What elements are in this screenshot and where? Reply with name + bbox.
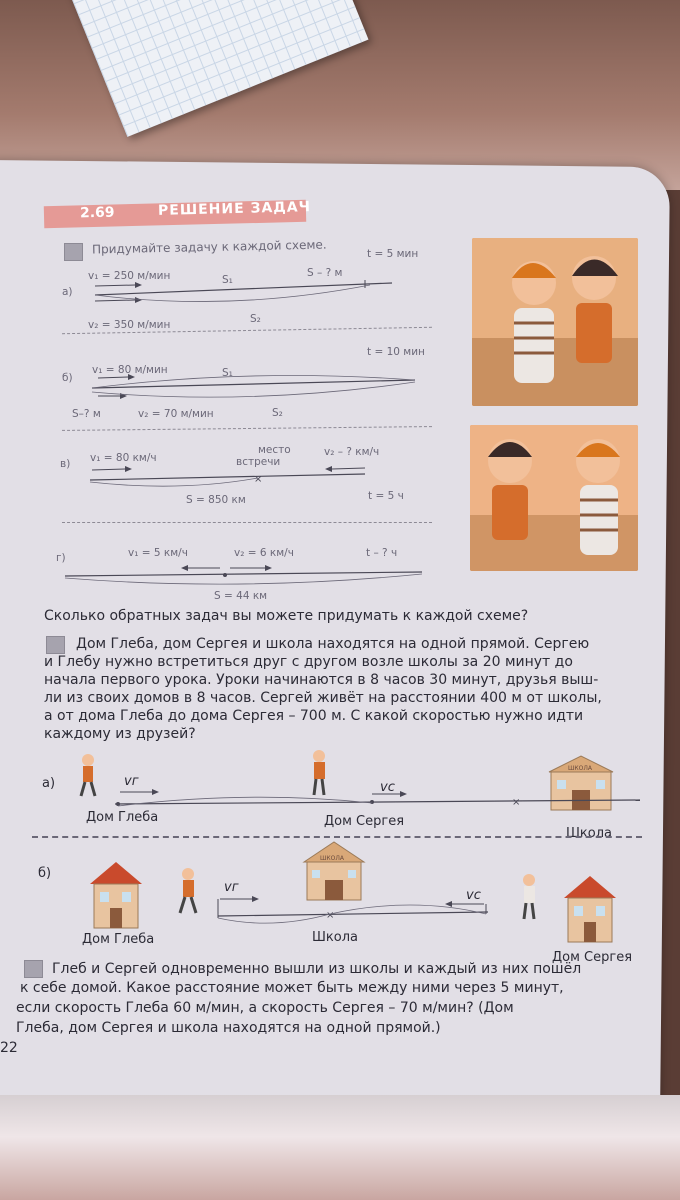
section-number: 2.69 bbox=[79, 204, 115, 222]
scheme2-a-school: Школа bbox=[566, 826, 612, 841]
scheme-b-s1: S₁ bbox=[222, 367, 233, 379]
scheme-b-s2: S₂ bbox=[272, 407, 283, 419]
scheme-a-s1: S₁ bbox=[222, 274, 233, 286]
girls-greeting-picture bbox=[472, 238, 638, 406]
scheme2-b-home-gleb: Дом Глеба bbox=[82, 932, 155, 947]
divider bbox=[32, 836, 642, 838]
scheme-b-t: t = 10 мин bbox=[367, 346, 425, 358]
scheme2-a-home-gleb: Дом Глеба bbox=[86, 810, 159, 825]
scheme-v-v1: v₁ = 80 км/ч bbox=[90, 452, 157, 464]
task2-line: каждому из друзей? bbox=[44, 726, 196, 742]
task2-line: и Глебу нужно встретиться друг с другом возле школы за 20 минут до bbox=[44, 654, 573, 670]
task-number-box bbox=[64, 243, 83, 261]
scheme2-b-home-sergey: Дом Сергея bbox=[552, 950, 633, 965]
scheme-g-t: t – ? ч bbox=[366, 547, 398, 559]
school-sign: ШКОЛА bbox=[320, 855, 345, 862]
scheme-v-t: t = 5 ч bbox=[368, 490, 404, 502]
scheme-a-v1: v₁ = 250 м/мин bbox=[88, 270, 171, 282]
scheme-v-letter: в) bbox=[60, 458, 71, 470]
sergey-house-icon bbox=[562, 874, 618, 944]
scheme2-a-letter: а) bbox=[42, 776, 56, 791]
svg-text:×: × bbox=[512, 797, 521, 808]
scheme-b-s: S–? м bbox=[72, 408, 101, 420]
scheme-v-s: S = 850 км bbox=[186, 494, 246, 506]
scheme-g-diagram bbox=[60, 558, 430, 592]
svg-text:×: × bbox=[254, 474, 263, 485]
scheme-v-meet: место bbox=[258, 444, 291, 456]
scheme-v-diagram bbox=[80, 462, 380, 494]
scheme2-a-vg: vг bbox=[124, 774, 139, 789]
scheme2-b-diagram bbox=[212, 892, 497, 932]
scheme2-b-school: Школа bbox=[312, 930, 358, 945]
task2-line: ли из своих домов в 8 часов. Сергей живёт на расстоянии 400 м от школы, bbox=[44, 690, 602, 706]
scheme-a-s2: S₂ bbox=[250, 313, 261, 325]
girls-walking-picture bbox=[470, 425, 638, 571]
task3-line: Глеб и Сергей одновременно вышли из школы и каждый из них пошёл bbox=[52, 961, 582, 977]
scheme-g-s: S = 44 км bbox=[214, 590, 268, 602]
scheme2-b-vs: vс bbox=[466, 888, 481, 903]
boy-running-icon bbox=[174, 866, 202, 916]
scheme-v-v2: v₂ – ? км/ч bbox=[324, 446, 380, 458]
illustration-girls-greeting bbox=[472, 238, 638, 406]
scheme-a-t: t = 5 мин bbox=[367, 248, 419, 260]
scheme-a-diagram bbox=[80, 270, 410, 320]
scheme2-a-vs: vс bbox=[380, 780, 395, 795]
divider bbox=[62, 522, 432, 523]
page-number: 22 bbox=[0, 1040, 18, 1056]
task1-prompt: Придумайте задачу к каждой схеме. bbox=[91, 237, 327, 257]
task3-line: к себе домой. Какое расстояние может быть между ними через 5 минут, bbox=[20, 980, 564, 996]
svg-text:×: × bbox=[326, 910, 335, 921]
scheme-g-v2: v₂ = 6 км/ч bbox=[234, 547, 294, 559]
scheme-b-diagram bbox=[80, 370, 420, 410]
task-number-box bbox=[46, 636, 65, 654]
school-sign: ШКОЛА bbox=[568, 765, 593, 772]
section-title: РЕШЕНИЕ ЗАДАЧ bbox=[157, 199, 312, 219]
scheme2-b-letter: б) bbox=[38, 866, 52, 881]
task2-line: а от дома Глеба до дома Сергея – 700 м. С какой скоростью нужно идти bbox=[44, 708, 584, 724]
task-number-box bbox=[24, 960, 43, 978]
scheme2-b-vg: vг bbox=[224, 880, 239, 895]
scheme-g-v1: v₁ = 5 км/ч bbox=[128, 547, 188, 559]
illustration-girls-walking bbox=[470, 425, 638, 571]
boy-running-icon bbox=[76, 752, 100, 798]
task2-line: Дом Глеба, дом Сергея и школа находятся на одной прямой. Сергею bbox=[76, 636, 590, 652]
gleb-house-icon bbox=[88, 860, 144, 930]
task3-line: Глеба, дом Сергея и школа находятся на одной прямой.) bbox=[16, 1020, 441, 1036]
scheme-v-meet2: встречи bbox=[236, 456, 281, 468]
task1-question: Сколько обратных задач вы можете придумать к каждой схеме? bbox=[44, 608, 529, 624]
scheme-a-v2: v₂ = 350 м/мин bbox=[88, 319, 171, 331]
scheme2-a-home-sergey: Дом Сергея bbox=[324, 814, 405, 829]
scheme-a-letter: а) bbox=[62, 286, 73, 298]
scheme-b-letter: б) bbox=[62, 372, 73, 384]
divider bbox=[62, 426, 432, 431]
boy-waving-icon bbox=[514, 872, 544, 922]
task2-line: начала первого урока. Уроки начинаются в 8 часов 30 минут, друзья выш- bbox=[44, 672, 599, 688]
scheme-b-v1: v₁ = 80 м/мин bbox=[92, 364, 168, 376]
scheme2-a-diagram bbox=[110, 786, 650, 812]
scheme-g-letter: г) bbox=[56, 552, 66, 564]
scheme-b-v2: v₂ = 70 м/мин bbox=[138, 408, 214, 420]
task3-line: если скорость Глеба 60 м/мин, а скорость Сергея – 70 м/мин? (Дом bbox=[16, 1000, 514, 1016]
scheme-a-s: S – ? м bbox=[307, 267, 343, 279]
